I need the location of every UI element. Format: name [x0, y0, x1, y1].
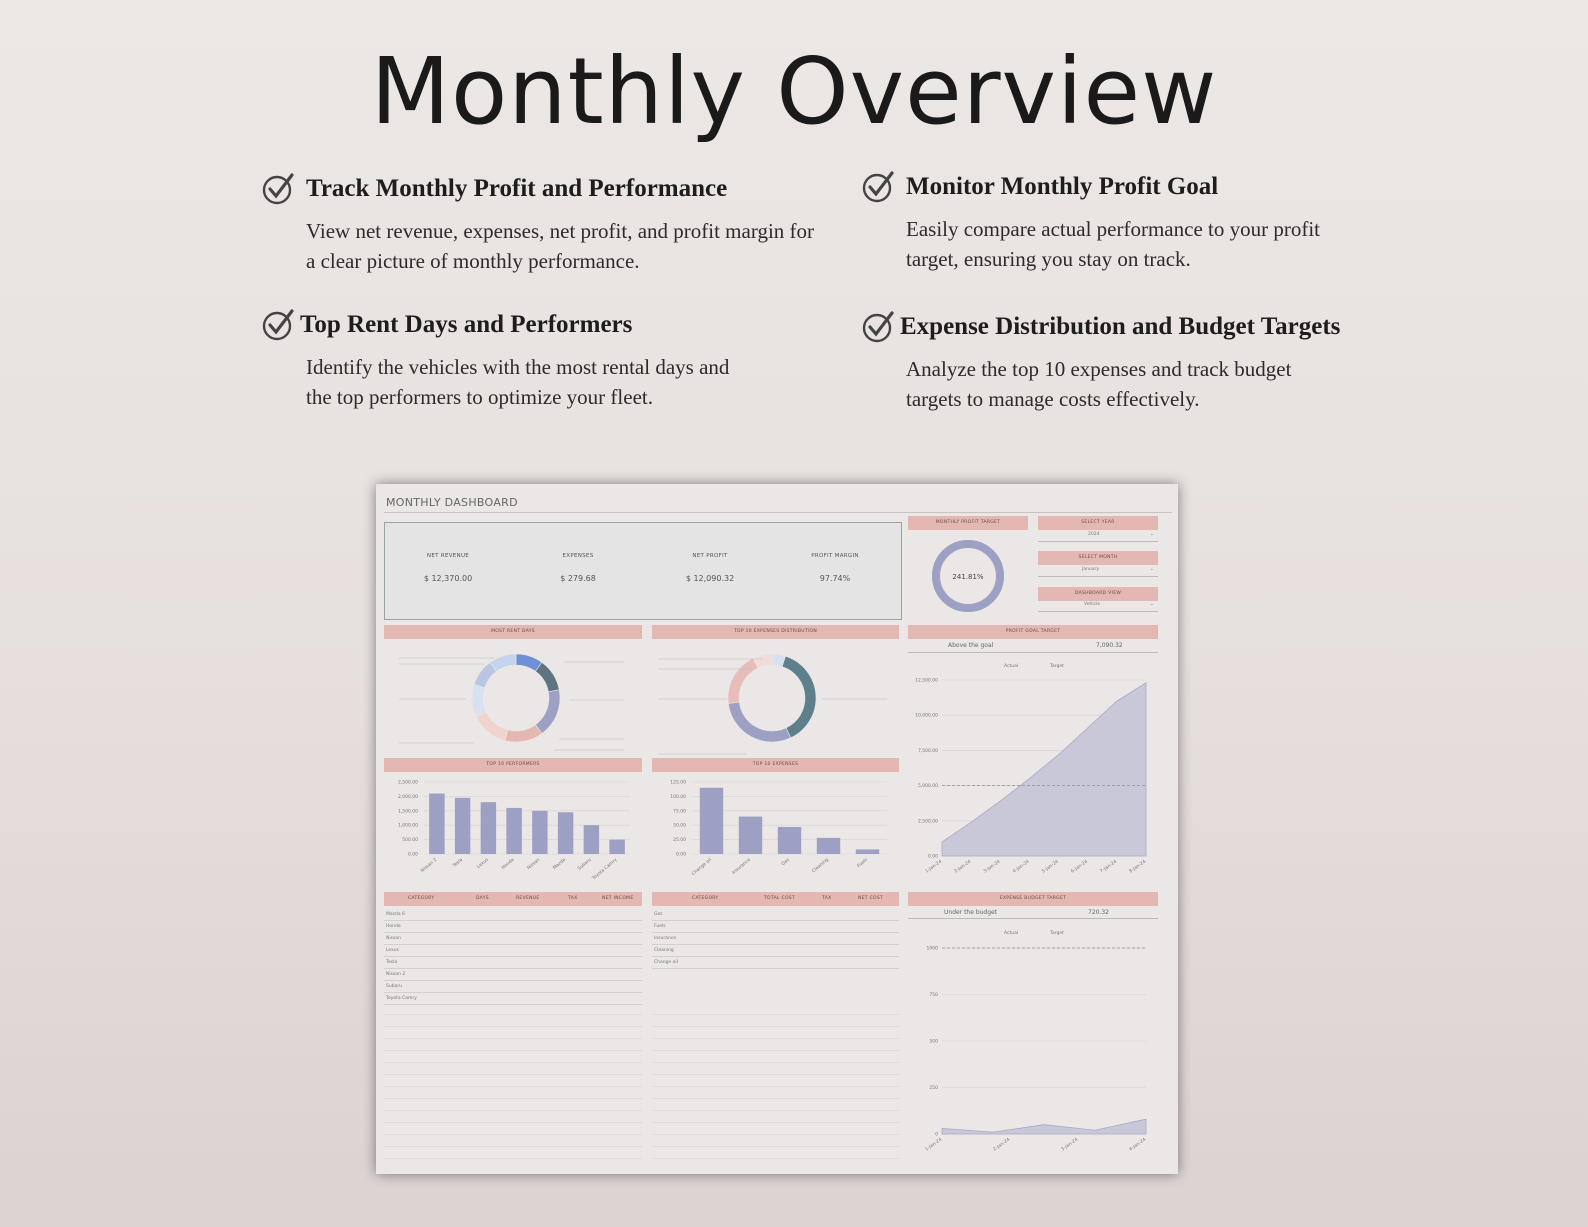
kpi-label: NET REVENUE	[426, 553, 470, 559]
table-row	[384, 1110, 642, 1111]
table-row	[384, 920, 642, 921]
exp-table-header	[652, 892, 899, 906]
table-row-label: Toyota Camry	[386, 996, 417, 1001]
check-circle-icon	[862, 170, 896, 204]
table-row	[384, 1074, 642, 1075]
y-tick-label: 2,500.00	[397, 780, 418, 786]
table-row-label: Cleaning	[654, 948, 674, 953]
table-row	[384, 1038, 642, 1039]
x-tick-label: Tesla	[452, 857, 464, 869]
kpi-value: 97.74%	[819, 574, 851, 583]
table-row	[384, 1158, 642, 1159]
chevron-down-icon[interactable]: ⌄	[1150, 567, 1154, 572]
kpi-panel	[384, 522, 902, 620]
y-tick-label: 125.00	[670, 780, 686, 786]
feature-text: Analyze the top 10 expenses and track budget targets to manage costs effectively.	[906, 357, 1292, 411]
x-tick-label: Cleaning	[811, 857, 830, 875]
budget-area-chart	[908, 940, 1158, 1160]
col-header: NET INCOME	[602, 896, 634, 901]
table-row	[652, 920, 899, 921]
bar	[455, 798, 470, 854]
kpi-label: PROFIT MARGIN	[811, 553, 859, 559]
kpi-label: NET PROFIT	[692, 553, 728, 559]
table-row	[384, 1146, 642, 1147]
legend-target: Target	[1050, 664, 1064, 669]
actual-area	[942, 683, 1146, 856]
x-tick-label: 3-Jan-24	[1060, 1137, 1080, 1153]
table-row	[384, 968, 642, 969]
x-tick-label: Toyota Camry	[591, 857, 619, 882]
table-row	[652, 1050, 899, 1051]
donut-leader-lines	[384, 642, 642, 754]
top-expenses-bar-chart	[652, 774, 899, 884]
col-header: REVENUE	[516, 896, 540, 901]
bar	[558, 812, 573, 854]
y-tick-label: 12,500.00	[915, 678, 938, 684]
rent-days-header: MOST RENT DAYS	[384, 625, 642, 639]
x-tick-label: Nissan 2	[420, 857, 439, 874]
col-header: TOTAL COST	[764, 896, 795, 901]
table-row	[652, 932, 899, 933]
bar	[700, 788, 723, 854]
bar	[856, 849, 879, 854]
x-tick-label: 1-Jan-24	[924, 859, 944, 875]
y-tick-label: 2,500.00	[917, 819, 938, 825]
table-row-label: Gas	[654, 912, 663, 917]
x-tick-label: 1-Jan-24	[924, 1137, 944, 1153]
select-month-value[interactable]: January	[1082, 567, 1100, 572]
x-tick-label: 2-Jan-24	[953, 859, 973, 875]
table-row	[652, 1110, 899, 1111]
x-tick-label: 4-Jan-24	[1012, 859, 1031, 875]
feature-title: Track Monthly Profit and Performance	[306, 175, 728, 202]
legend-target: Target	[1050, 931, 1064, 936]
y-tick-label: 0	[935, 1132, 938, 1138]
x-tick-label: Gas	[780, 857, 791, 868]
table-row	[384, 1098, 642, 1099]
kpi-value: $ 12,370.00	[423, 574, 473, 583]
y-tick-label: 500	[929, 1039, 938, 1045]
top-expenses-header: TOP 10 EXPENSES	[652, 758, 899, 772]
gauge-value: 241.81%	[952, 573, 984, 581]
divider	[1038, 611, 1158, 612]
profit-goal-value: 7,090.32	[1096, 642, 1123, 649]
y-tick-label: 0.00	[927, 854, 938, 860]
col-header: CATEGORY	[408, 896, 435, 901]
table-row-label: Lexus	[386, 948, 399, 953]
x-tick-label: Subaru	[577, 857, 593, 872]
legend-actual: Actual	[1004, 931, 1019, 936]
kpi-value: $ 12,090.32	[685, 574, 735, 583]
kpi-net-revenue	[393, 553, 503, 583]
divider	[908, 652, 1158, 653]
y-tick-label: 10,000.00	[915, 713, 938, 719]
budget-value: 720.32	[1088, 909, 1109, 916]
budget-status: Under the budget	[944, 909, 998, 916]
page-title: Monthly Overview	[370, 38, 1218, 145]
table-row	[384, 1014, 642, 1015]
col-header: CATEGORY	[692, 896, 719, 901]
control-label: DASHBOARD VIEW	[1038, 587, 1158, 601]
x-tick-label: Lexus	[476, 857, 490, 870]
bar	[506, 808, 521, 854]
bar	[817, 838, 840, 854]
x-tick-label: 8-Jan-24	[1128, 859, 1148, 875]
table-row-label: Mazda 6	[386, 912, 405, 917]
x-tick-label: Honda	[501, 857, 516, 871]
x-tick-label: 4-Jan-24	[1128, 1137, 1148, 1153]
table-row	[384, 992, 642, 993]
table-row	[384, 1062, 642, 1063]
expense-dist-header: TOP 10 EXPENSES DISTRIBUTION	[652, 625, 899, 639]
table-row	[384, 1050, 642, 1051]
table-row-label: Change oil	[654, 960, 678, 965]
y-tick-label: 75.00	[673, 809, 686, 815]
table-row	[384, 1134, 642, 1135]
table-row-label: Subaru	[386, 984, 403, 989]
check-circle-icon	[262, 308, 296, 342]
table-row-label: Honda	[386, 924, 401, 929]
x-tick-label: 6-Jan-24	[1070, 859, 1089, 875]
y-tick-label: 250	[929, 1086, 938, 1091]
table-row	[384, 1026, 642, 1027]
table-row	[652, 1074, 899, 1075]
feature-text: View net revenue, expenses, net profit, and profit margin for a clear picture of monthly performance.	[306, 219, 815, 273]
table-row	[384, 1122, 642, 1123]
bar	[584, 825, 599, 854]
y-tick-label: 7,500.00	[917, 748, 938, 754]
bar	[739, 817, 762, 854]
bar	[609, 840, 624, 854]
perf-table-header	[384, 892, 642, 906]
table-row	[652, 1098, 899, 1099]
feature-text: Identify the vehicles with the most rental days and the top performers to optimize your fleet.	[306, 355, 730, 409]
dashboard-title: MONTHLY DASHBOARD	[386, 496, 518, 509]
y-tick-label: 1,000.00	[397, 823, 418, 829]
x-tick-label: 3-Jan-24	[982, 859, 1002, 875]
table-row	[652, 1038, 899, 1039]
profit-goal-status: Above the goal	[948, 642, 994, 649]
table-row	[652, 1086, 899, 1087]
y-tick-label: 0.00	[407, 852, 418, 858]
control-label: SELECT YEAR	[1038, 516, 1158, 530]
check-circle-icon	[262, 172, 296, 206]
table-row-label: Fuels	[654, 924, 666, 929]
kpi-value: $ 279.68	[560, 574, 596, 583]
table-row	[652, 1146, 899, 1147]
dashboard-preview	[376, 484, 1178, 1174]
table-row-label: Tesla	[386, 960, 398, 965]
y-tick-label: 1,500.00	[397, 809, 418, 815]
table-row	[384, 932, 642, 933]
actual-area	[942, 1119, 1146, 1134]
table-row	[384, 1086, 642, 1087]
y-tick-label: 100.00	[670, 794, 686, 800]
legend-actual: Actual	[1004, 664, 1019, 669]
kpi-net-profit	[655, 553, 765, 583]
kpi-profit-margin	[780, 553, 890, 583]
chevron-down-icon[interactable]: ⌄	[1150, 532, 1154, 537]
x-tick-label: 2-Jan-24	[992, 1137, 1012, 1153]
table-row	[384, 1004, 642, 1005]
kpi-expenses	[523, 553, 633, 583]
chevron-down-icon[interactable]: ⌄	[1150, 602, 1154, 607]
table-row-label: Insurance	[654, 936, 677, 941]
divider	[1038, 576, 1158, 577]
x-tick-label: Nissan	[526, 857, 542, 872]
col-header: TAX	[568, 896, 578, 901]
y-tick-label: 25.00	[673, 838, 686, 844]
y-tick-label: 500.00	[402, 838, 418, 844]
profit-target-gauge	[928, 536, 1008, 616]
table-row	[384, 956, 642, 957]
bar	[429, 794, 444, 854]
x-tick-label: Change oil	[691, 857, 713, 877]
table-row	[652, 1062, 899, 1063]
feature-text: Easily compare actual performance to your profit target, ensuring you stay on track.	[906, 217, 1320, 271]
col-header: TAX	[822, 896, 832, 901]
table-row	[384, 980, 642, 981]
donut-leader-lines	[652, 642, 899, 754]
feature-title: Monitor Monthly Profit Goal	[906, 173, 1219, 200]
col-header: DAYS	[476, 896, 489, 901]
y-tick-label: 0.00	[675, 852, 686, 858]
table-row	[384, 944, 642, 945]
divider	[908, 918, 1158, 919]
table-row	[652, 1026, 899, 1027]
x-tick-label: Fuels	[856, 857, 869, 869]
bar	[532, 811, 547, 854]
profit-goal-header: PROFIT GOAL TARGET	[908, 625, 1158, 639]
y-tick-label: 750	[929, 993, 938, 998]
table-row	[652, 956, 899, 957]
select-year-value[interactable]: 2024	[1088, 532, 1100, 537]
table-row	[652, 1014, 899, 1015]
x-tick-label: 5-Jan-24	[1041, 859, 1060, 875]
x-tick-label: Mazda	[552, 857, 567, 871]
col-header: NET COST	[858, 896, 884, 901]
table-row	[652, 968, 899, 969]
y-tick-label: 2,000.00	[397, 794, 418, 800]
table-row	[652, 944, 899, 945]
divider	[384, 512, 1172, 513]
x-tick-label: Insurance	[731, 857, 752, 876]
kpi-label: EXPENSES	[562, 553, 594, 559]
x-tick-label: 7-Jan-24	[1099, 859, 1119, 875]
budget-target-header: EXPENSE BUDGET TARGET	[908, 892, 1158, 906]
bar	[481, 802, 496, 854]
bar	[778, 827, 801, 854]
table-row	[652, 1122, 899, 1123]
feature-title: Top Rent Days and Performers	[300, 311, 633, 338]
table-row-label: Nissan 2	[386, 972, 406, 977]
table-row-label: Nissan	[386, 936, 401, 941]
top-performers-header: TOP 10 PERFORMERS	[384, 758, 642, 772]
top-performers-bar-chart	[384, 774, 642, 884]
control-label: SELECT MONTH	[1038, 551, 1158, 565]
feature-title: Expense Distribution and Budget Targets	[900, 313, 1341, 340]
table-row	[652, 1134, 899, 1135]
y-tick-label: 5,000.00	[917, 784, 938, 790]
profit-goal-area-chart	[908, 672, 1158, 882]
y-tick-label: 50.00	[673, 823, 686, 829]
divider	[1038, 541, 1158, 542]
check-circle-icon	[862, 310, 896, 344]
dashboard-view-value[interactable]: Vehicle	[1084, 602, 1101, 607]
table-row	[652, 1158, 899, 1159]
y-tick-label: 1000	[926, 946, 938, 952]
profit-target-header: MONTHLY PROFIT TARGET	[908, 516, 1028, 530]
